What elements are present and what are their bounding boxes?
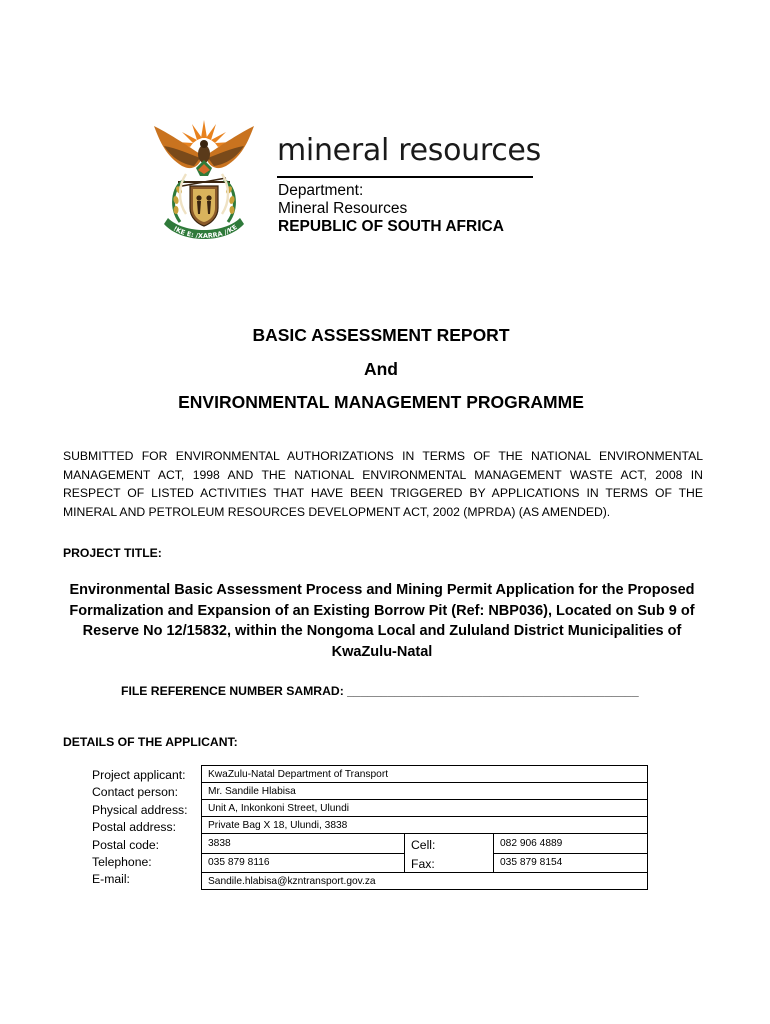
value-postal-code: 3838 xyxy=(202,834,405,854)
table-row xyxy=(202,800,648,817)
brand-divider xyxy=(277,176,533,178)
value-email: Sandile.hlabisa@kzntransport.gov.za xyxy=(202,873,648,890)
table-row xyxy=(202,817,648,834)
brand-name: mineral resources xyxy=(277,133,541,168)
value-contact-person: Mr. Sandile Hlabisa xyxy=(202,783,648,800)
country-name: REPUBLIC OF SOUTH AFRICA xyxy=(278,218,504,235)
coat-of-arms-logo xyxy=(148,116,260,246)
value-physical-address: Unit A, Inkonkoni Street, Ulundi xyxy=(202,800,648,817)
report-title-and: And xyxy=(363,359,399,379)
department-block xyxy=(278,182,504,236)
submission-statement: SUBMITTED FOR ENVIRONMENTAL AUTHORIZATIONS IN TERMS OF THE NATIONAL ENVIRONMENTAL MANAGEMENT ACT, 1998 AND THE NATIONAL ENVIRONMENTAL MANAGEMENT WASTE ACT, 2008 IN RESPECT OF LISTED ACTIVITIES THAT HAVE BEEN TRIGGERED BY APPLICATIONS IN TERMS OF THE MINERAL AND PETROLEUM RESOURCES DEVELOPMENT ACT, 2002 (MPRDA) (AS AMENDED). xyxy=(63,449,703,520)
file-reference: FILE REFERENCE NUMBER SAMRAD: ___________________________________________ xyxy=(121,684,639,698)
label-postal-code: Postal code: xyxy=(92,837,160,852)
dept-label: Department: xyxy=(278,182,364,199)
table-row xyxy=(202,783,648,800)
value-cell: 082 906 4889 xyxy=(494,834,648,854)
label-project-applicant: Project applicant: xyxy=(92,768,186,782)
report-title: BASIC ASSESSMENT REPORT xyxy=(252,325,510,345)
project-title: Environmental Basic Assessment Process and Mining Permit Application for the Proposed Formalization and Expansion of an Existing Borrow Pit (Ref: NBP036), Located on Sub 9 of Reserve No 12/15832, within the Nongoma Local and Zululand District Municipalities of KwaZulu-Natal xyxy=(69,582,695,660)
label-physical-address: Physical address: xyxy=(92,802,188,817)
applicant-details-table xyxy=(201,765,648,890)
label-email: E-mail: xyxy=(92,872,130,887)
label-postal-address: Postal address: xyxy=(92,820,177,835)
value-fax: 035 879 8154 xyxy=(494,853,648,873)
applicant-labels xyxy=(92,767,188,889)
project-title-label: PROJECT TITLE: xyxy=(63,546,162,560)
label-contact-person: Contact person: xyxy=(92,785,179,800)
value-project-applicant: KwaZulu-Natal Department of Transport xyxy=(202,766,648,783)
fax-label: Fax: xyxy=(405,853,494,873)
table-row xyxy=(202,766,648,783)
report-subtitle: ENVIRONMENTAL MANAGEMENT PROGRAMME xyxy=(178,392,584,412)
table-row xyxy=(202,873,648,890)
value-telephone: 035 879 8116 xyxy=(202,853,405,873)
table-row xyxy=(202,834,648,854)
dept-name: Mineral Resources xyxy=(278,200,408,217)
cell-label: Cell: xyxy=(405,834,494,854)
motto-text: !KE E: /XARRA //KE xyxy=(171,223,239,241)
value-postal-address: Private Bag X 18, Ulundi, 3838 xyxy=(202,817,648,834)
label-telephone: Telephone: xyxy=(92,855,152,870)
applicant-section-label: DETAILS OF THE APPLICANT: xyxy=(63,735,238,749)
table-row xyxy=(202,853,648,873)
